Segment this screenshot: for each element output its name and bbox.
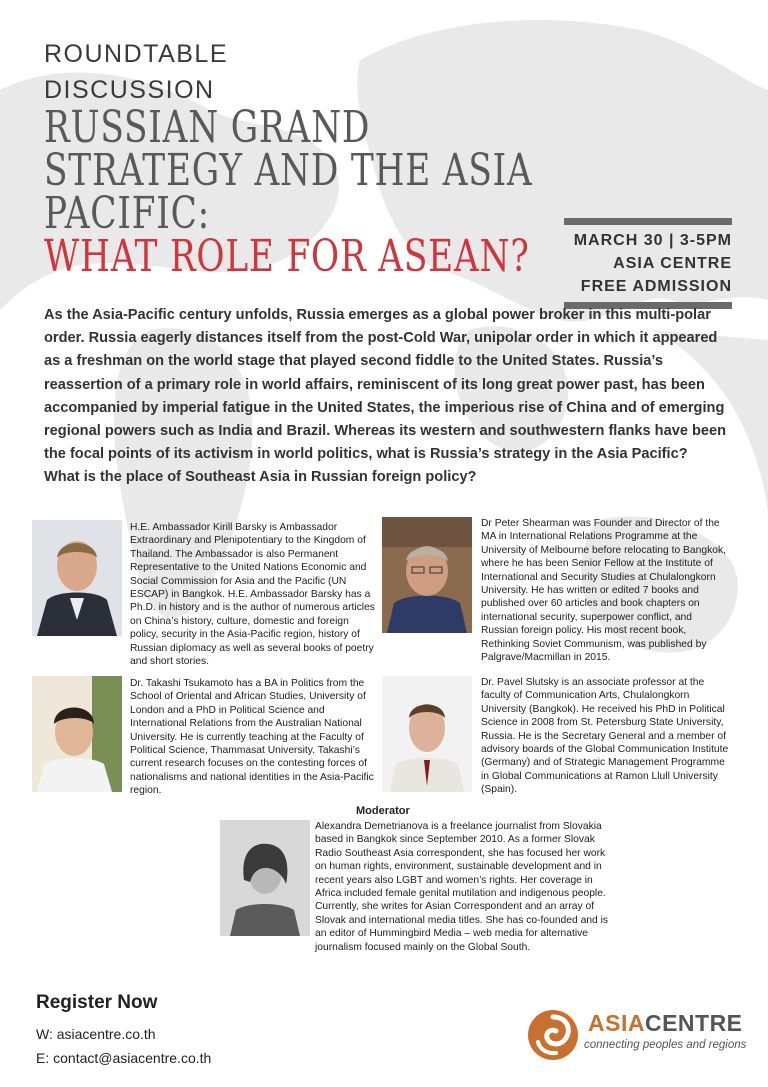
speaker-bio-tsukamoto: Dr. Takashi Tsukamoto has a BA in Politics from the School of Oriental and African Studies, University of London and a PhD in Political Science and International Relations from the Australian National University. He is currently teaching at the Faculty of Political Science, Thammasat University. Takashi’s current research focuses on the contesting forces of nationalisms and national identities in the Asia-Pacific region.: [130, 678, 374, 797]
event-date-time: MARCH 30 | 3-5PM: [573, 232, 732, 249]
title-line-1: RUSSIAN GRAND: [44, 102, 371, 153]
intro-text: [44, 304, 730, 490]
divider-bar: [564, 218, 732, 225]
speaker-photo-shearman: [382, 517, 472, 633]
kicker-line-1: ROUNDTABLE: [44, 40, 229, 68]
logo-wordmark: [588, 1010, 743, 1037]
event-venue: ASIA CENTRE: [613, 255, 732, 272]
event-admission: FREE ADMISSION: [580, 278, 732, 295]
speaker-photo-slutsky: [382, 676, 472, 792]
register-email[interactable]: E: contact@asiacentre.co.th: [36, 1050, 212, 1066]
register-heading: Register Now: [36, 992, 158, 1013]
event-kicker: [44, 36, 228, 108]
title-line-3: PACIFIC:: [44, 188, 210, 239]
speaker-bio-barsky: H.E. Ambassador Kirill Barsky is Ambassador Extraordinary and Plenipotentiary to the Kingdom of Thailand. The Ambassador is also Permanent Representative to the United Nations Economic and Social Commission for Asia and the Pacific (UN ESCAP) in Bangkok. H.E. Ambassador Barsky has a Ph.D. in history and is the author of numerous articles on China’s history, culture, domestic and foreign policy, security in the Asia-Pacific region, history of Russian diplomacy as well as several books of poetry and short stories.: [130, 522, 375, 668]
logo-tagline: connecting peoples and regions: [584, 1039, 747, 1051]
logo-wordmark-asia: ASIA: [588, 1010, 645, 1036]
speaker-photo-barsky: [32, 520, 122, 636]
intro-question: What is the place of Southeast Asia in Russian foreign policy?: [44, 469, 477, 486]
title-line-2: STRATEGY AND THE ASIA: [44, 145, 533, 196]
logo-wordmark-centre: CENTRE: [644, 1010, 743, 1036]
event-title: [44, 102, 533, 282]
title-line-accent: WHAT ROLE FOR ASEAN?: [44, 231, 530, 282]
swirl-logo-icon: [526, 1008, 580, 1062]
speaker-bio-slutsky: Dr. Pavel Slutsky is an associate professor at the faculty of Communication Arts, Chulalongkorn University (Bangkok). He received his PhD in Political Science in 2008 from St. Petersburg State University, Russia. He is the Secretary General and a member of advisory boards of the Global Communication Institute (Germany) and of Strategic Management Programme in Global Communications at Ramon Llull University (Spain).: [481, 677, 729, 796]
speaker-bio-shearman: Dr Peter Shearman was Founder and Director of the MA in International Relations Programme at the University of Melbourne before relocating to Bangkok, where he has been Senior Fellow at the Institute of International and Security Studies at Chulalongkorn University. He has written or edited 7 books and published over 60 articles and book chapters on international security, superpower conflict, and Russian foreign policy. His most recent book, Rethinking Soviet Communism, was published by Palgrave/Macmillan in 2015.: [481, 518, 726, 664]
register-website[interactable]: W: asiacentre.co.th: [36, 1026, 156, 1042]
intro-paragraph: As the Asia-Pacific century unfolds, Russia emerges as a global power broker in this multi-polar order. Russia eagerly distances itself from the post-Cold War, unipolar order in which it appeared as a freshman on the world stage that played second fiddle to the United States. Russia’s reassertion of a primary role in world affairs, reminiscent of its long great power past, has been accompanied by imperial fatigue in the United States, the imperious rise of China and of emerging regional powers such as India and Brazil. Whereas its western and southwestern flanks have been the focal points of its activism in world politics, what is Russia’s strategy in the Asia Pacific?: [44, 307, 727, 463]
speaker-photo-tsukamoto: [32, 676, 122, 792]
kicker-line-2: DISCUSSION: [44, 76, 215, 104]
register-section: [36, 992, 211, 1070]
moderator-label: Moderator: [356, 805, 410, 817]
moderator-photo: [220, 820, 310, 936]
moderator-bio: Alexandra Demetrianova is a freelance journalist from Slovakia based in Bangkok since September 2010. As a former Slovak Radio Southeast Asia correspondent, she has focused her work on human rights, environment, sustainable development and in recent years also LGBT and women’s rights. Her coverage in Africa included female genital mutilation and indigenous people. Currently, she writes for Asian Correspondent and an array of Slovak and international media titles. She has co-founded and is an editor of Hummingbird Media – web media for alternative journalism focused mainly on the Global South.: [315, 821, 609, 953]
event-info: [564, 214, 732, 313]
asia-centre-logo: [526, 1008, 756, 1064]
